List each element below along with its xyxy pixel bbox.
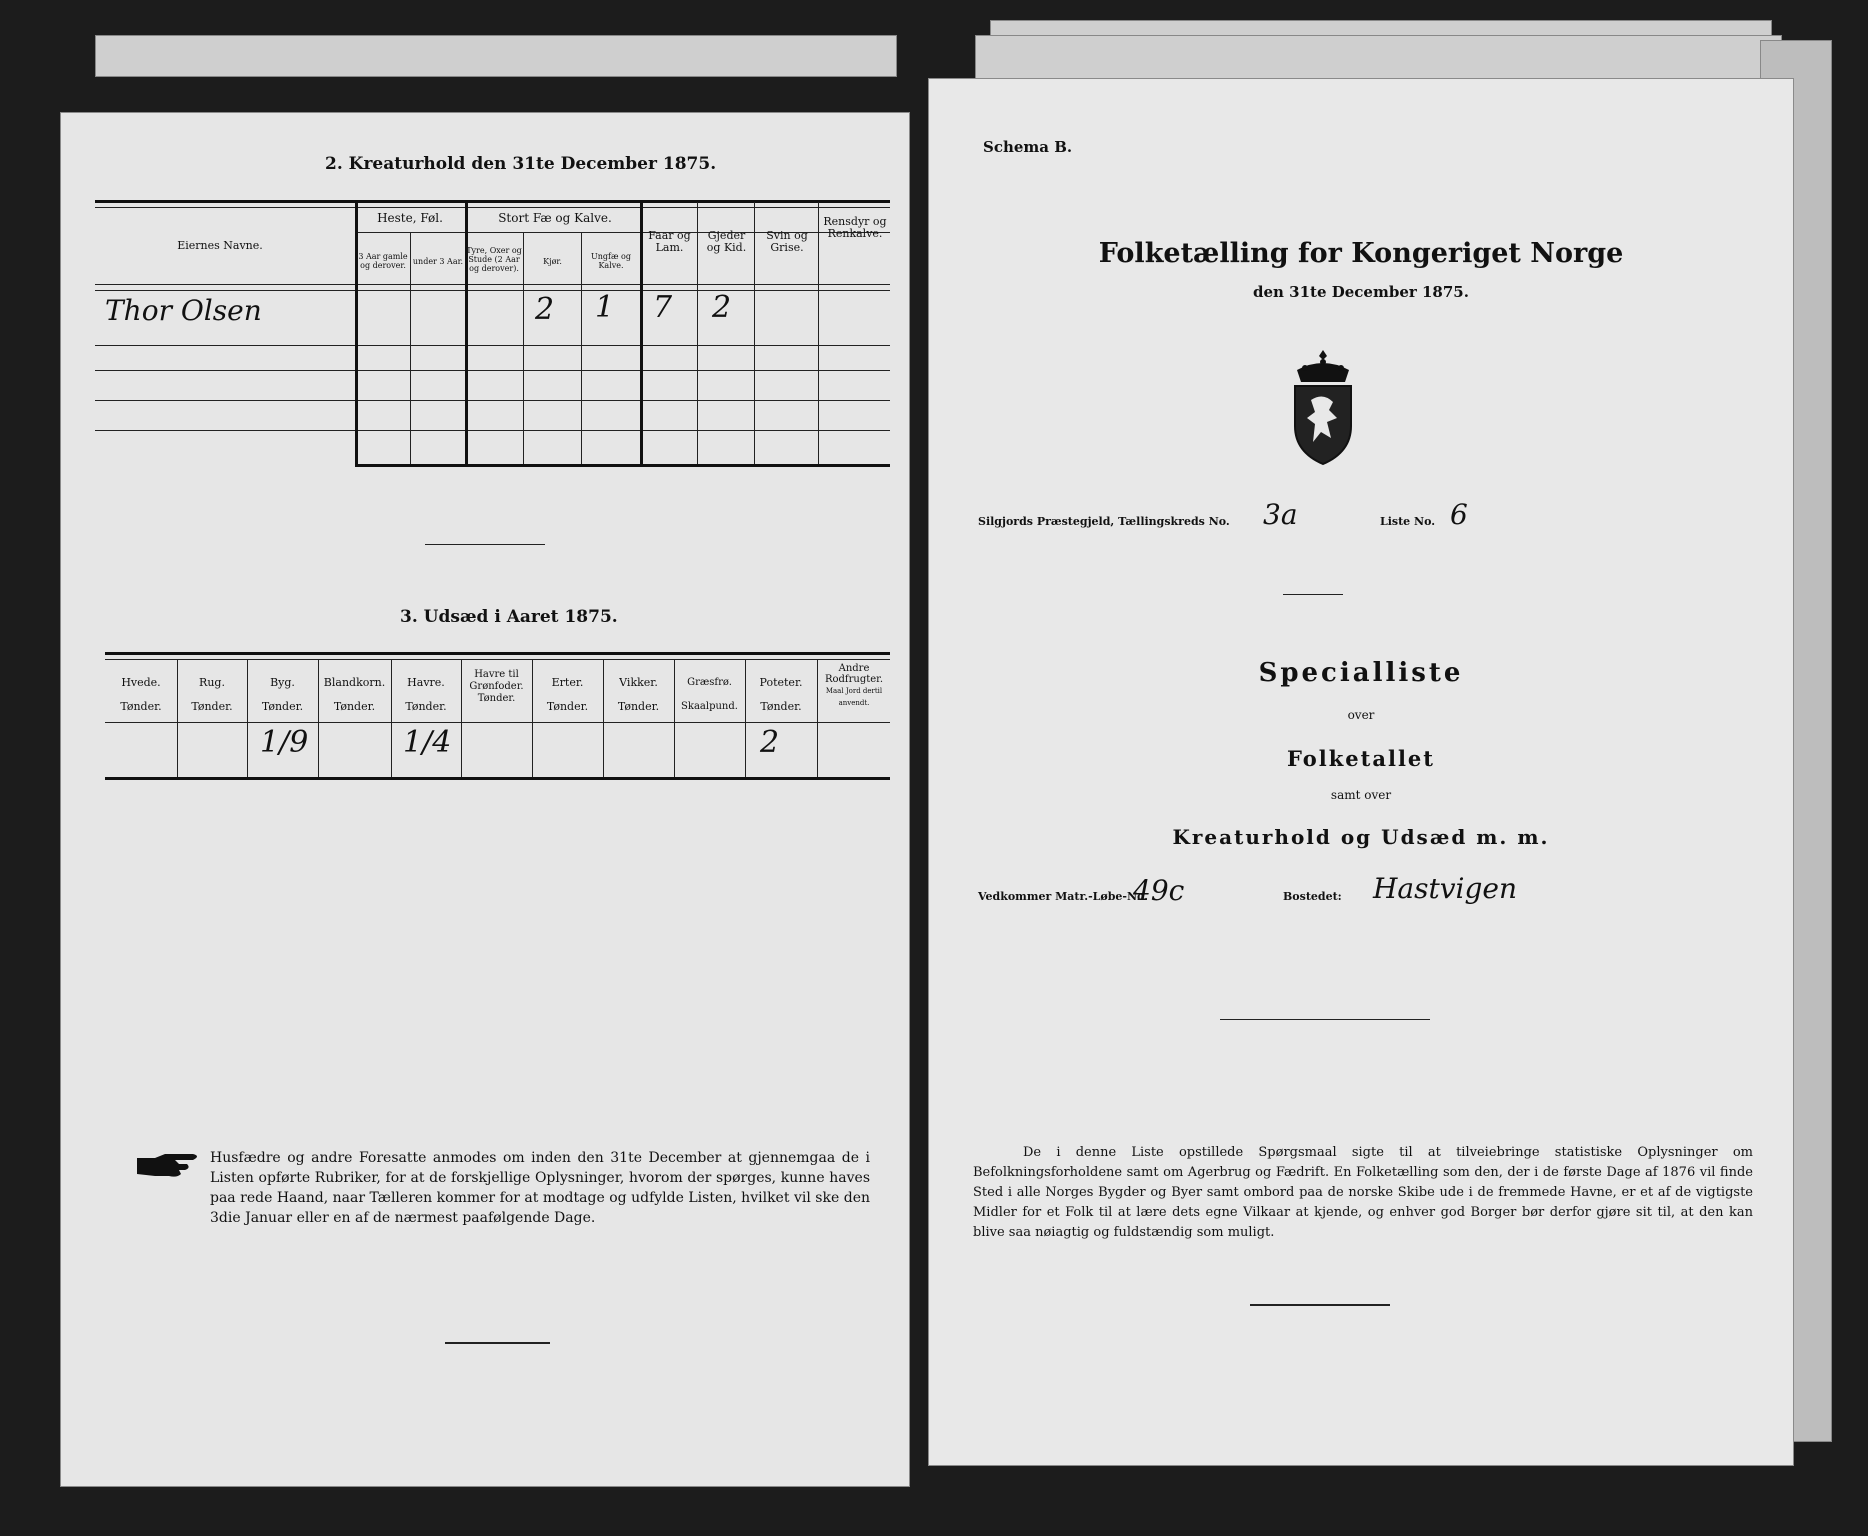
crop-name: Blandkorn. <box>323 676 386 689</box>
horses-b-header: under 3 Aar. <box>412 257 464 266</box>
crop-name: Andre Rodfrugter. <box>824 663 884 685</box>
crop-name: Havre til Grønfoder. <box>469 669 524 692</box>
owner-header: Eiernes Navne. <box>177 239 263 252</box>
goats-header: Gjeder og Kid. <box>706 229 747 254</box>
crop-unit: Tønder. <box>405 700 447 713</box>
pointing-hand-icon <box>135 1152 205 1180</box>
over-text: over <box>1347 708 1375 722</box>
schema-label: Schema B. <box>983 138 1073 156</box>
cattle-header: Stort Fæ og Kalve. <box>498 211 612 225</box>
coat-of-arms-icon <box>1283 348 1363 468</box>
parish-label: Silgjords Præstegjeld, Tællingskreds No. <box>978 515 1230 528</box>
kreaturhold-title: Kreaturhold og Udsæd m. m. <box>1172 825 1550 849</box>
crop-unit: Maal Jord dertil anvendt. <box>825 687 883 707</box>
crop-name: Hvede. <box>121 676 161 689</box>
right-page <box>928 78 1794 1466</box>
horses-a-header: 3 Aar gamle og derover. <box>358 252 408 270</box>
crop-name: Rug. <box>199 676 225 689</box>
samt-over-text: samt over <box>1330 788 1392 802</box>
horses-header: Heste, Føl. <box>377 211 443 225</box>
crop-unit: Tønder. <box>546 700 589 713</box>
purpose-paragraph: De i denne Liste opstillede Spørgsmaal sigte til at tilveiebringe statistiske Oplysninger om Befolkningsforholdene samt om Agerbrug og Fædrift. En Folketælling som den, der i de første Dage af 1876 vil finde Sted i alle Norges Bygder og Byer samt ombord paa de norske Skibe ude i de fremmede Havne, er et af de vigtigste Midler for et Folk til at lære dets egne Vilkaar at kjende, og enhver god Borger bør derfor gjøre sit til, at den kan blive saa nøiagtig og fuldstændig som muligt. <box>973 1145 1753 1240</box>
crop-unit: Tønder. <box>333 700 376 713</box>
sheep-value: 7 <box>653 290 673 325</box>
cows-value: 2 <box>535 292 555 327</box>
crop-name: Græsfrø. <box>687 677 732 688</box>
folketallet-title: Folketallet <box>1287 746 1435 771</box>
matr-no: 49c <box>1133 874 1185 907</box>
section3-title: 3. Udsæd i Aaret 1875. <box>400 607 618 627</box>
young-cattle-value: 1 <box>595 290 615 325</box>
crop-unit: Tønder. <box>477 693 516 704</box>
matr-label: Vedkommer Matr.-Løbe-No. <box>978 890 1148 903</box>
crop-unit: Tønder. <box>120 700 162 713</box>
reindeer-header: Rensdyr og Renkalve. <box>823 215 887 240</box>
havre-value: 1/4 <box>403 725 452 760</box>
specialliste-title: Specialliste <box>1258 658 1464 688</box>
bostedet-label: Bostedet: <box>1283 890 1342 903</box>
section2-title: 2. Kreaturhold den 31te December 1875. <box>325 154 717 174</box>
crop-name: Poteter. <box>759 676 803 689</box>
crop-unit: Tønder. <box>760 700 802 713</box>
liste-label: Liste No. <box>1380 515 1436 528</box>
cattle-c-header: Ungfæ og Kalve. <box>591 252 631 270</box>
sheep-header: Faar og Lam. <box>648 229 691 254</box>
pigs-header: Svin og Grise. <box>766 229 808 254</box>
kreds-no: 3a <box>1263 498 1298 531</box>
bostedet-value: Hastvigen <box>1373 872 1518 905</box>
crop-name: Havre. <box>407 676 445 689</box>
crop-unit: Tønder. <box>191 700 233 713</box>
title-date: den 31te December 1875. <box>1253 283 1469 301</box>
crop-name: Vikker. <box>619 676 658 689</box>
main-title: Folketælling for Kongeriget Norge <box>1098 238 1624 269</box>
crop-name: Byg. <box>270 676 295 689</box>
cattle-a-header: Tyre, Oxer og Stude (2 Aar og derover). <box>466 246 522 273</box>
notice-text: Husfædre og andre Foresatte anmodes om inden den 31te December at gjennemgaa de i Listen opførte Rubriker, for at de forskjellige Oplysninger, hvorom der spørges, kunne haves paa rede Haand, naar Tælleren kommer for at modtage og udfylde Listen, hvilket vil ske den 3die Januar eller en af de nærmest paafølgende Dage. <box>210 1150 870 1226</box>
crop-unit: Tønder. <box>261 700 304 713</box>
goats-value: 2 <box>712 290 732 325</box>
crop-unit: Tønder. <box>617 700 660 713</box>
poteter-value: 2 <box>760 725 780 760</box>
byg-value: 1/9 <box>260 725 309 760</box>
left-page <box>60 112 910 1487</box>
crop-unit: Skaalpund. <box>681 701 738 712</box>
owner-name: Thor Olsen <box>105 294 262 327</box>
liste-no: 6 <box>1450 498 1468 531</box>
cattle-b-header: Kjør. <box>543 257 562 266</box>
crop-name: Erter. <box>551 676 584 689</box>
